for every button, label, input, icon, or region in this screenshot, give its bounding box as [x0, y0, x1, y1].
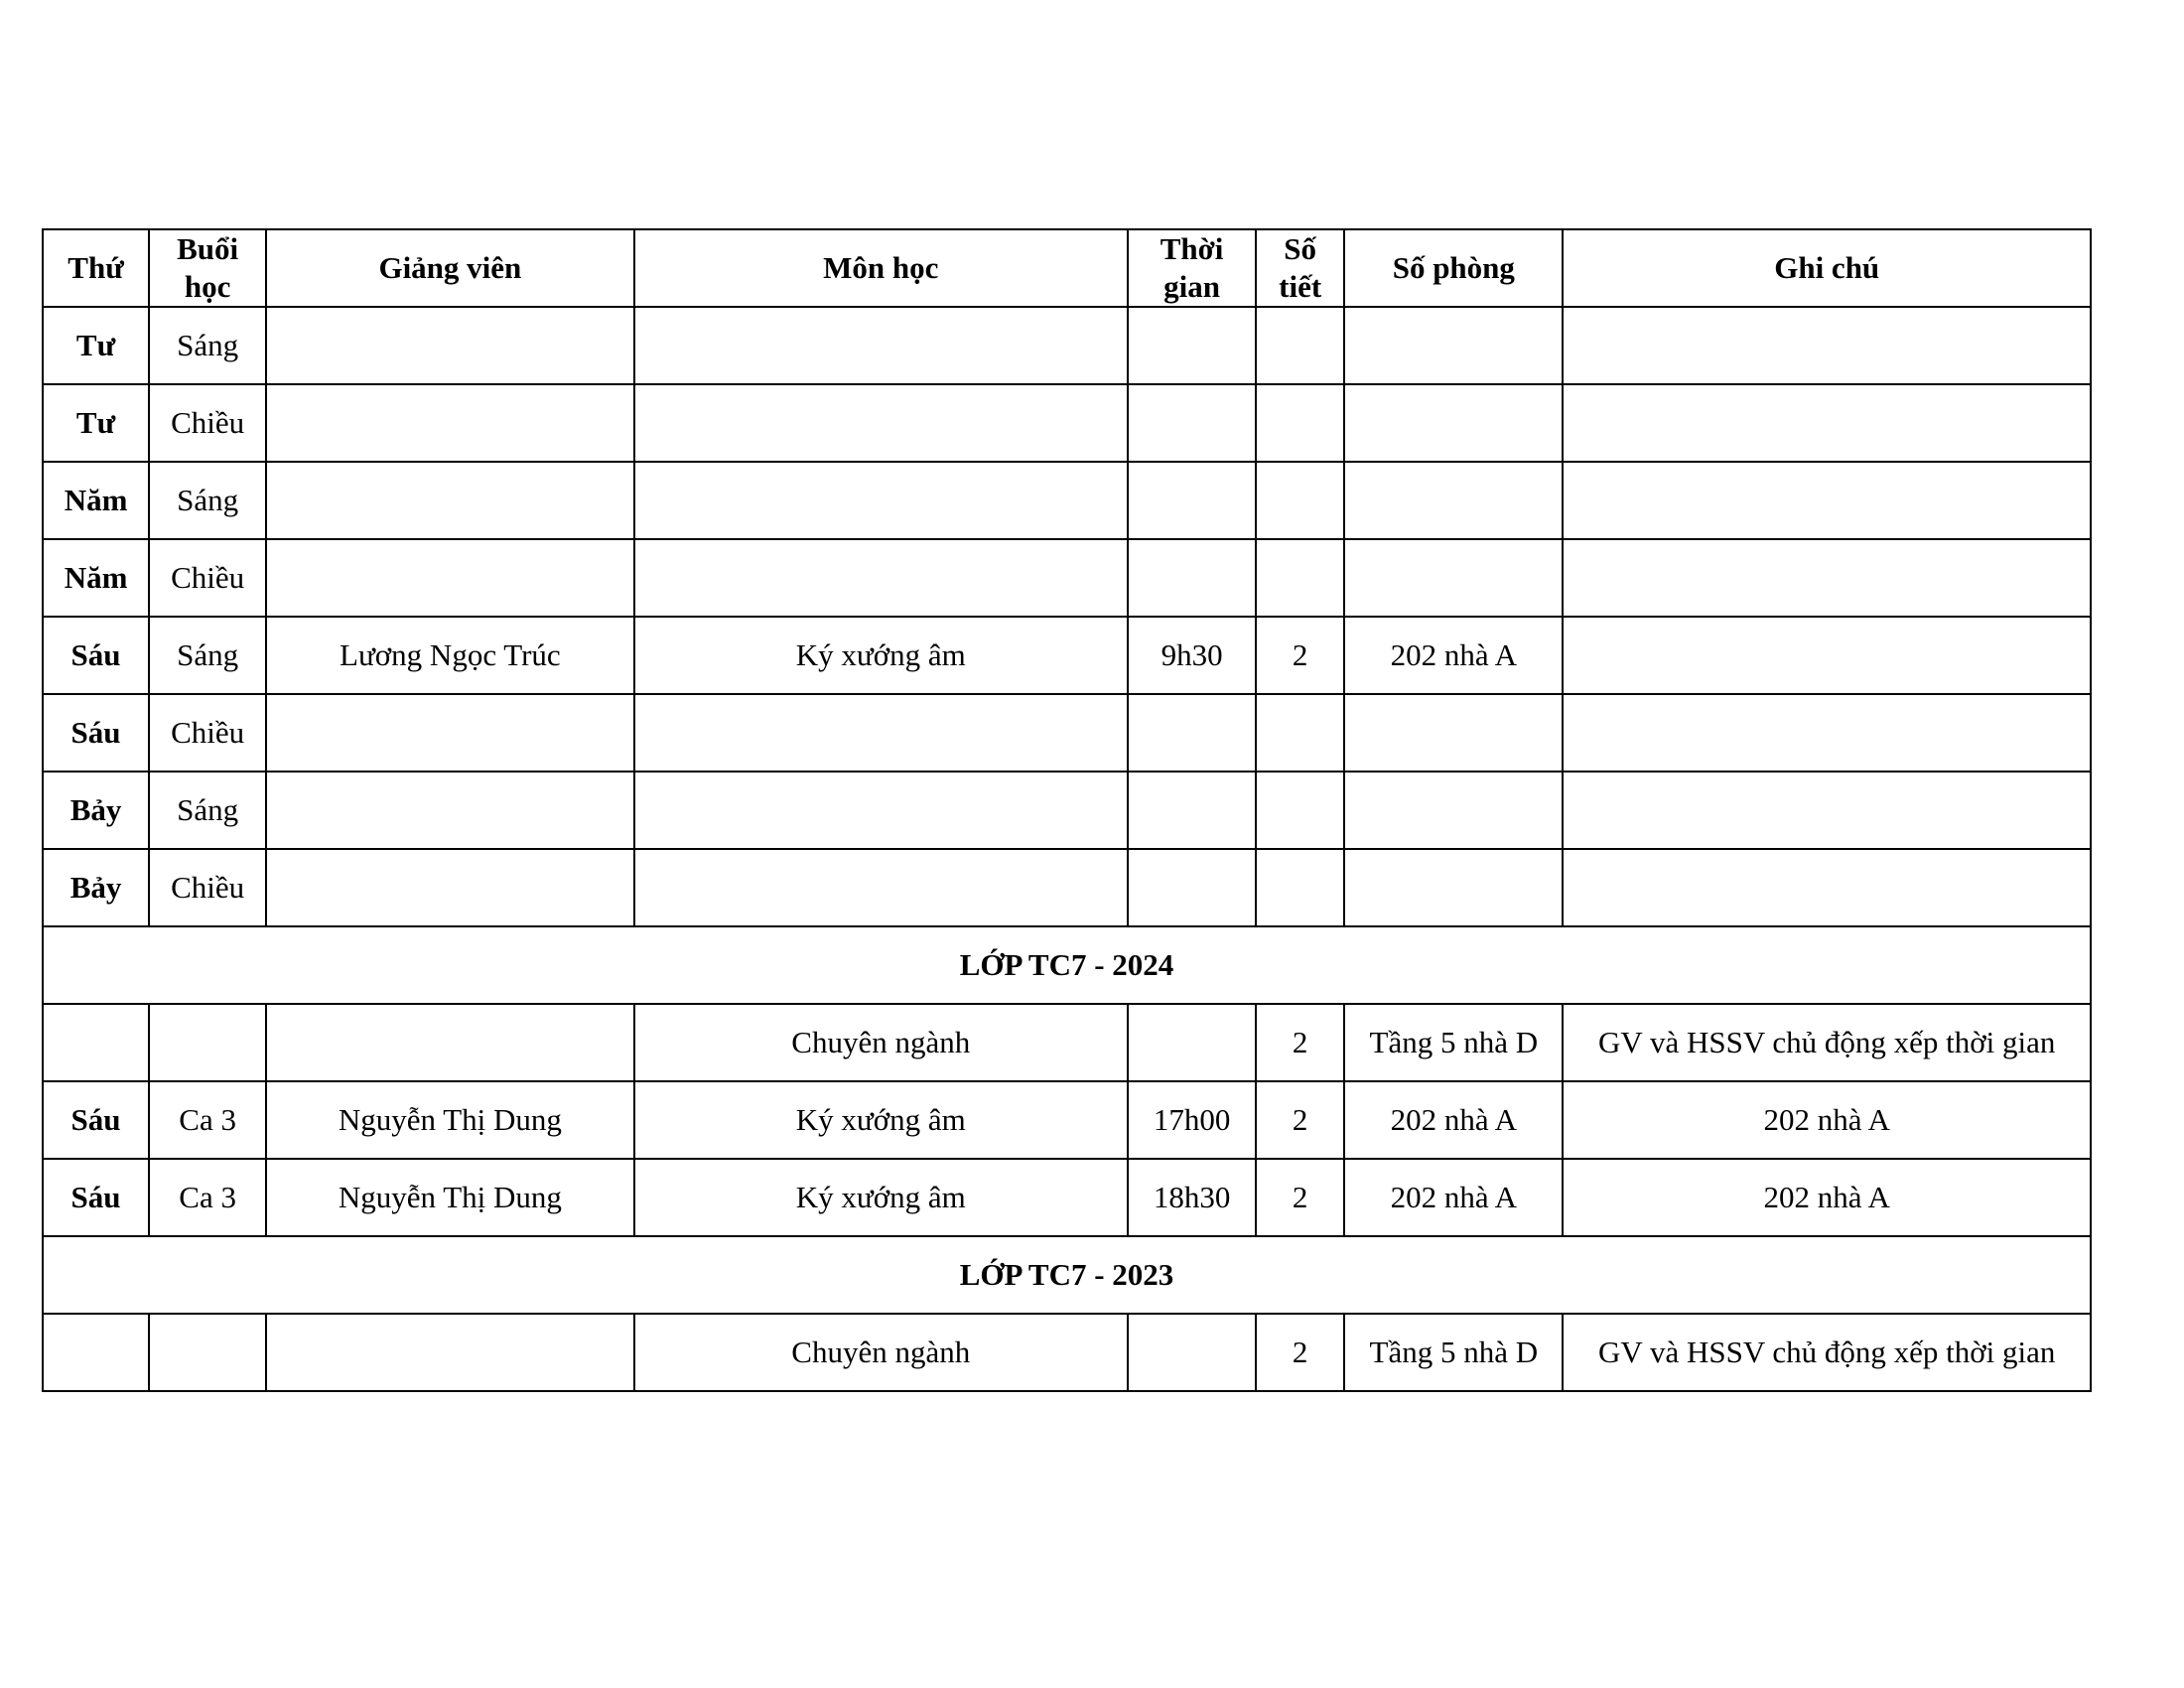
cell-room	[1344, 772, 1563, 849]
cell-time	[1128, 849, 1256, 926]
table-row	[43, 849, 2091, 926]
cell-subject	[634, 462, 1128, 539]
cell-room: Tầng 5 nhà D	[1344, 1004, 1563, 1081]
cell-day: Tư	[43, 307, 149, 384]
cell-session: Sáng	[149, 462, 266, 539]
cell-time	[1128, 772, 1256, 849]
header-teacher: Giảng viên	[266, 229, 633, 307]
cell-room	[1344, 462, 1563, 539]
cell-time: 17h00	[1128, 1081, 1256, 1159]
cell-room	[1344, 539, 1563, 617]
header-row	[43, 229, 2091, 307]
cell-session: Chiều	[149, 694, 266, 772]
cell-time	[1128, 307, 1256, 384]
cell-note	[1563, 617, 2091, 694]
cell-teacher	[266, 772, 633, 849]
cell-day: Bảy	[43, 849, 149, 926]
cell-note	[1563, 772, 2091, 849]
cell-teacher: Lương Ngọc Trúc	[266, 617, 633, 694]
cell-room	[1344, 849, 1563, 926]
cell-room: Tầng 5 nhà D	[1344, 1314, 1563, 1391]
table-row	[43, 1314, 2091, 1391]
cell-session: Ca 3	[149, 1159, 266, 1236]
cell-subject	[634, 694, 1128, 772]
cell-time	[1128, 462, 1256, 539]
cell-teacher: Nguyễn Thị Dung	[266, 1081, 633, 1159]
section-row	[43, 926, 2091, 1004]
cell-periods	[1256, 539, 1344, 617]
cell-subject	[634, 849, 1128, 926]
cell-session	[149, 1004, 266, 1081]
cell-note	[1563, 462, 2091, 539]
cell-periods	[1256, 772, 1344, 849]
cell-time	[1128, 1314, 1256, 1391]
cell-periods	[1256, 694, 1344, 772]
cell-note: 202 nhà A	[1563, 1159, 2091, 1236]
cell-room	[1344, 307, 1563, 384]
cell-teacher	[266, 1314, 633, 1391]
cell-note	[1563, 849, 2091, 926]
cell-day	[43, 1004, 149, 1081]
cell-teacher: Nguyễn Thị Dung	[266, 1159, 633, 1236]
schedule-table	[42, 228, 2092, 1392]
table-row	[43, 772, 2091, 849]
cell-session: Chiều	[149, 539, 266, 617]
cell-session: Chiều	[149, 384, 266, 462]
cell-periods	[1256, 384, 1344, 462]
cell-day: Bảy	[43, 772, 149, 849]
cell-session	[149, 1314, 266, 1391]
cell-day: Sáu	[43, 1159, 149, 1236]
cell-subject	[634, 384, 1128, 462]
cell-subject: Ký xướng âm	[634, 1081, 1128, 1159]
cell-time: 9h30	[1128, 617, 1256, 694]
cell-periods: 2	[1256, 1159, 1344, 1236]
cell-teacher	[266, 1004, 633, 1081]
header-day: Thứ	[43, 229, 149, 307]
header-room: Số phòng	[1344, 229, 1563, 307]
cell-teacher	[266, 694, 633, 772]
cell-note	[1563, 307, 2091, 384]
header-session: Buổi học	[149, 229, 266, 307]
table-row	[43, 1081, 2091, 1159]
cell-note: GV và HSSV chủ động xếp thời gian	[1563, 1314, 2091, 1391]
cell-periods: 2	[1256, 1314, 1344, 1391]
header-note: Ghi chú	[1563, 229, 2091, 307]
cell-periods: 2	[1256, 1081, 1344, 1159]
cell-subject: Chuyên ngành	[634, 1314, 1128, 1391]
cell-day	[43, 1314, 149, 1391]
cell-session: Sáng	[149, 617, 266, 694]
cell-note	[1563, 539, 2091, 617]
cell-subject	[634, 307, 1128, 384]
cell-time	[1128, 539, 1256, 617]
cell-periods	[1256, 307, 1344, 384]
cell-periods	[1256, 462, 1344, 539]
cell-time	[1128, 1004, 1256, 1081]
cell-day: Sáu	[43, 617, 149, 694]
cell-time: 18h30	[1128, 1159, 1256, 1236]
cell-note	[1563, 694, 2091, 772]
cell-subject	[634, 539, 1128, 617]
cell-session: Sáng	[149, 307, 266, 384]
cell-day: Sáu	[43, 1081, 149, 1159]
cell-room	[1344, 694, 1563, 772]
cell-teacher	[266, 462, 633, 539]
cell-periods: 2	[1256, 617, 1344, 694]
cell-teacher	[266, 849, 633, 926]
cell-teacher	[266, 307, 633, 384]
section-title: LỚP TC7 - 2024	[43, 926, 2091, 1004]
cell-teacher	[266, 384, 633, 462]
cell-room: 202 nhà A	[1344, 1159, 1563, 1236]
cell-periods: 2	[1256, 1004, 1344, 1081]
table-row	[43, 617, 2091, 694]
header-subject: Môn học	[634, 229, 1128, 307]
cell-session: Chiều	[149, 849, 266, 926]
cell-room	[1344, 384, 1563, 462]
cell-time	[1128, 694, 1256, 772]
section-title: LỚP TC7 - 2023	[43, 1236, 2091, 1314]
header-periods: Số tiết	[1256, 229, 1344, 307]
cell-day: Sáu	[43, 694, 149, 772]
cell-note	[1563, 384, 2091, 462]
cell-subject: Ký xướng âm	[634, 1159, 1128, 1236]
cell-note: 202 nhà A	[1563, 1081, 2091, 1159]
cell-day: Năm	[43, 462, 149, 539]
cell-note: GV và HSSV chủ động xếp thời gian	[1563, 1004, 2091, 1081]
cell-subject: Ký xướng âm	[634, 617, 1128, 694]
cell-day: Tư	[43, 384, 149, 462]
table-row	[43, 1004, 2091, 1081]
header-time: Thời gian	[1128, 229, 1256, 307]
cell-subject	[634, 772, 1128, 849]
cell-teacher	[266, 539, 633, 617]
cell-session: Ca 3	[149, 1081, 266, 1159]
table-row	[43, 539, 2091, 617]
cell-session: Sáng	[149, 772, 266, 849]
table-row	[43, 307, 2091, 384]
table-row	[43, 384, 2091, 462]
cell-room: 202 nhà A	[1344, 1081, 1563, 1159]
cell-time	[1128, 384, 1256, 462]
section-row	[43, 1236, 2091, 1314]
table-row	[43, 1159, 2091, 1236]
cell-room: 202 nhà A	[1344, 617, 1563, 694]
table-row	[43, 694, 2091, 772]
cell-subject: Chuyên ngành	[634, 1004, 1128, 1081]
cell-day: Năm	[43, 539, 149, 617]
table-row	[43, 462, 2091, 539]
cell-periods	[1256, 849, 1344, 926]
